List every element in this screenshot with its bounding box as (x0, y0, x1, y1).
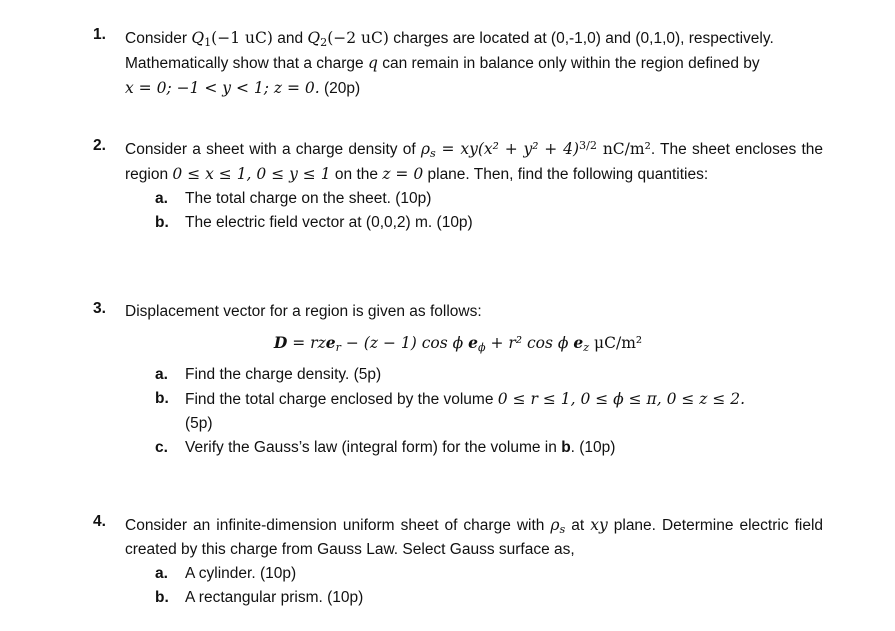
subitem-list (155, 363, 823, 460)
subitem: a. Find the charge density. (5p) (155, 366, 382, 383)
region-expression: 0 ≤ r ≤ 1, 0 ≤ ϕ ≤ π, 0 ≤ z ≤ 2. (497, 390, 746, 408)
subitem: b. The electric field vector at (0,0,2) m. (10p) (155, 214, 473, 231)
question-text: Consider a sheet with a charge density of $\rho_s = xy(x^2 + y^2 + 4)^{3/2}$ nC/m². The sheet encloses the region 0 ≤ x ≤ 1, 0 ≤ y ≤ 1 on the z = 0 plane. Then, find the following quantities: (125, 138, 824, 183)
question-number: 1. (93, 26, 106, 43)
subitem: c. Verify the Gauss’s law (integral form) for the volume in b. (10p) (155, 439, 616, 456)
question-number: 2. (93, 137, 106, 154)
region-expression: x = 0; −1 < y < 1; z = 0. (125, 79, 320, 97)
subitem: a. A cylinder. (10p) (155, 565, 297, 582)
question-1 (93, 26, 823, 101)
question-text: Consider an infinite-dimension uniform sheet of charge with $\rho_s$ at xy plane. Determine electric field created by this charge from Gauss Law. Select Gauss surface as, (125, 516, 824, 558)
question-text: Consider $Q_1(-1$ uC) and $Q_2(-2$ uC) charges are located at (0,-1,0) and (0,1,0), respectively. Mathematically show that a charge q can remain in balance only within the region defined by x = 0; −1 < y < 1; z = 0. (20p) (125, 29, 774, 97)
question-number: 3. (93, 300, 106, 317)
question-4 (93, 513, 823, 610)
subitem-list (155, 187, 823, 235)
subitem: b. Find the total charge enclosed by the volume 0 ≤ r ≤ 1, 0 ≤ ϕ ≤ π, 0 ≤ z ≤ 2. (5p) (155, 390, 746, 432)
question-3 (93, 300, 823, 460)
subitem-list (155, 562, 823, 610)
displacement-equation: D = rze$_r$ − (z − 1) cos ϕ $e_\phi + r^2$ cos ϕ $e_z$ μC/m² (273, 333, 643, 354)
question-number: 4. (93, 513, 106, 530)
question-text: Displacement vector for a region is given as follows: (125, 303, 482, 320)
subitem: a. The total charge on the sheet. (10p) (155, 190, 432, 207)
subitem: b. A rectangular prism. (10p) (155, 589, 364, 606)
region-expression: 0 ≤ x ≤ 1, 0 ≤ y ≤ 1 (172, 165, 331, 183)
question-2 (93, 137, 823, 235)
